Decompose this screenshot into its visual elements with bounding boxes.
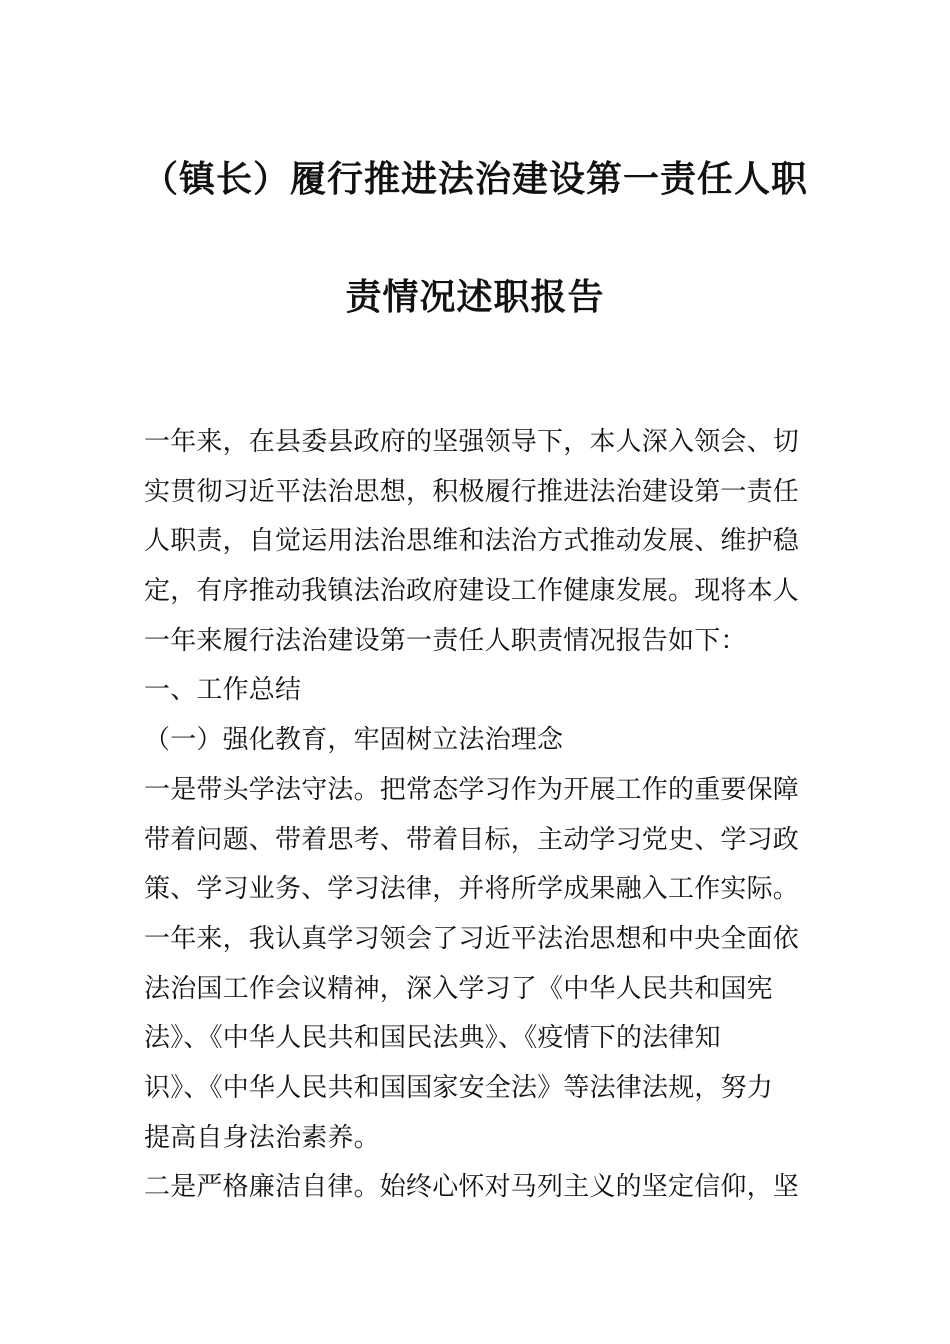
- body-line: 一是带头学法守法。把常态学习作为开展工作的重要保障: [144, 774, 800, 805]
- document-body: [144, 418, 808, 1213]
- body-line: 法》、《中华人民共和国民法典》、《疫情下的法律知: [144, 1023, 721, 1054]
- body-line: 提高自身法治素养。: [144, 1122, 380, 1153]
- body-line: 识》、《中华人民共和国国家安全法》等法律法规，努力: [144, 1072, 774, 1103]
- body-line: 人职责，自觉运用法治思维和法治方式推动发展、维护稳: [144, 526, 800, 557]
- document-title-line-2: 责情况述职报告: [345, 277, 605, 318]
- body-line: 法治国工作会议精神，深入学习了《中华人民共和国宪: [144, 973, 773, 1004]
- section-heading: 一、工作总结: [144, 675, 302, 706]
- body-line: 定，有序推动我镇法治政府建设工作健康发展。现将本人: [144, 576, 800, 607]
- body-line: 实贯彻习近平法治思想，积极履行推进法治建设第一责任: [144, 476, 800, 507]
- body-line: 二是严格廉洁自律。始终心怀对马列主义的坚定信仰，坚: [144, 1172, 800, 1203]
- body-line: 一年来，在县委县政府的坚强领导下，本人深入领会、切: [144, 427, 800, 457]
- subsection-heading: （一）强化教育，牢固树立法治理念: [144, 725, 564, 756]
- body-line: 带着问题、带着思考、带着目标，主动学习党史、学习政: [144, 824, 800, 855]
- body-line: 一年来履行法治建设第一责任人职责情况报告如下：: [144, 625, 747, 656]
- body-line: 策、学习业务、学习法律，并将所学成果融入工作实际。: [144, 874, 800, 905]
- document-title-line-1: （镇长）履行推进法治建设第一责任人职: [141, 159, 808, 200]
- body-line: 一年来，我认真学习领会了习近平法治思想和中央全面依: [144, 923, 800, 954]
